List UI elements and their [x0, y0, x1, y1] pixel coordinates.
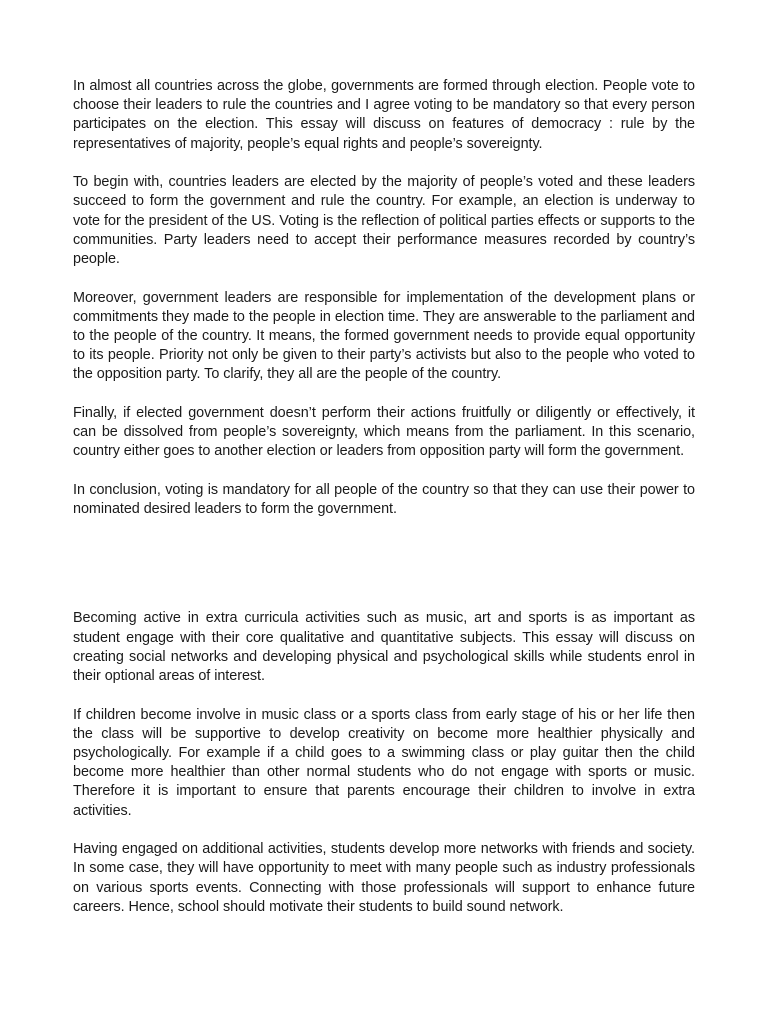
essay-voting-paragraph-majority: To begin with, countries leaders are elected by the majority of people’s voted and these leaders succeed to form the government and rule the country. For example, an election is underway to vote for the president of the US. Voting is the reflection of political parties effects or supports to the communities. Party leaders need to accept their performance measures recorded by country’s people. [73, 174, 695, 268]
essay-voting-paragraph-responsibility: Moreover, government leaders are responsible for implementation of the development plans or commitments they made to the people in election time. They are answerable to the parliament and to the people of the country. It means, the formed government needs to provide equal opportunity to its people. Priority not only be given to their party’s activists but also to the people who voted to the opposition party. To clarify, they all are the people of the country. [73, 289, 695, 383]
essay-voting-paragraph-intro: In almost all countries across the globe, governments are formed through election. People vote to choose their leaders to rule the countries and I agree voting to be mandatory so that every person participates on the election. This essay will discuss on features of democracy : rule by the representatives of majority, people’s equal rights and people’s sovereignty. [73, 78, 695, 152]
essay-extracurricular-paragraph-skills: If children become involve in music class or a sports class from early stage of his or her life then the class will be supportive to develop creativity on become more healthier physically and psychologically. For example if a child goes to a swimming class or play guitar then the child become more healthier than other normal students who do not engage with sports or music. Therefore it is important to ensure that parents encourage their children to involve in extra activities. [73, 706, 695, 819]
essay-voting [73, 77, 695, 519]
essay-voting-paragraph-conclusion: In conclusion, voting is mandatory for all people of the country so that they can use their power to nominated desired leaders to form the government. [73, 482, 695, 518]
essay-extracurricular-paragraph-intro: Becoming active in extra curricula activities such as music, art and sports is as important as student engage with their core qualitative and quantitative subjects. This essay will discuss on creating social networks and developing physical and psychological skills while students enrol in their optional areas of interest. [73, 610, 695, 685]
essay-extracurricular [73, 609, 695, 917]
essay-voting-paragraph-sovereignty: Finally, if elected government doesn’t perform their actions fruitfully or diligently or effectively, it can be dissolved from people’s sovereignty, which means from the parliament. In this scenario, country either goes to another election or leaders from opposition party will form the government. [73, 405, 695, 460]
essay-extracurricular-paragraph-networks: Having engaged on additional activities, students develop more networks with friends and society. In some case, they will have opportunity to meet with many people such as industry professionals on various sports events. Connecting with those professionals will support to enhance future careers. Hence, school should motivate their students to build sound network. [73, 841, 695, 915]
